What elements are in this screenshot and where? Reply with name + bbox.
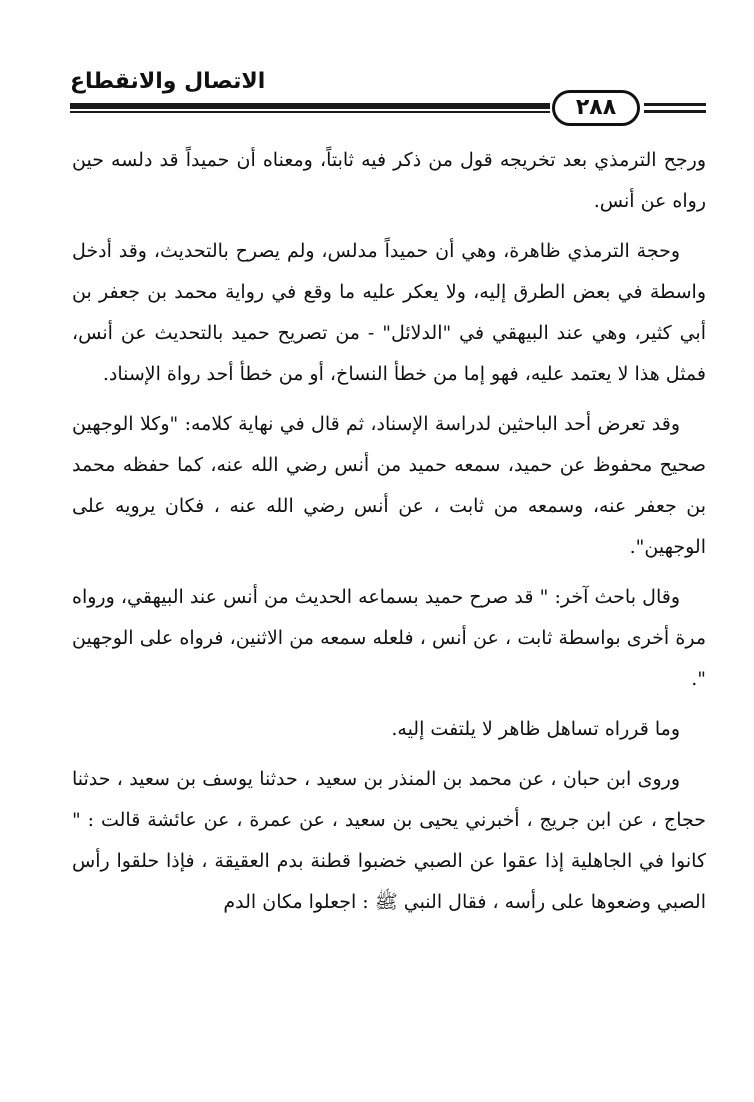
page-header <box>70 60 706 130</box>
paragraph-6: وروى ابن حبان ، عن محمد بن المنذر بن سعيد ، حدثنا يوسف بن سعيد ، حدثنا حجاج ، عن ابن جريج ، أخبرني يحيى بن سعيد ، عن عمرة ، عن عائشة قالت : " كانوا في الجاهلية إذا عقوا عن الصبي خضبوا قطنة بدم العقيقة ، فإذا حلقوا رأس الصبي وضعوها على رأسه ، فقال النبي ﷺ : اجعلوا مكان الدم <box>72 768 706 913</box>
page-number-badge <box>552 90 640 126</box>
paragraph-2: وحجة الترمذي ظاهرة، وهي أن حميداً مدلس، ولم يصرح بالتحديث، وقد أدخل واسطة في بعض الطرق إليه، ولا يعكر عليه ما وقع في رواية محمد بن جعفر بن أبي كثير، وهي عند البيهقي في "الدلائل" - من تصريح حميد بالتحديث عن أنس، فمثل هذا لا يعتمد عليه، فهو إما من خطأ النساخ، أو من خطأ أحد رواة الإسناد. <box>72 240 706 385</box>
body-text <box>72 140 706 932</box>
paragraph-4: وقال باحث آخر: " قد صرح حميد بسماعه الحديث من أنس عند البيهقي، ورواه مرة أخرى بواسطة ثابت ، عن أنس ، فلعله سمعه من الاثنين، فرواه على الوجهين ". <box>72 586 706 690</box>
page-number: ٢٨٨ <box>575 95 617 120</box>
paragraph-1: ورجح الترمذي بعد تخريجه قول من ذكر فيه ثابتاً، ومعناه أن حميداً قد دلسه حين رواه عن أنس. <box>72 149 706 212</box>
paragraph-3: وقد تعرض أحد الباحثين لدراسة الإسناد، ثم قال في نهاية كلامه: "وكلا الوجهين صحيح محفوظ عن حميد، سمعه حميد من أنس رضي الله عنه، كما حفظه محمد بن جعفر عنه، وسمعه من ثابت ، عن أنس رضي الله عنه ، فكان يرويه على الوجهين". <box>72 413 706 558</box>
running-title: الاتصال والانقطاع <box>70 69 266 94</box>
header-rule-thin <box>70 111 550 113</box>
header-rule-right-bottom <box>644 110 706 113</box>
paragraph-5: وما قرراه تساهل ظاهر لا يلتفت إليه. <box>391 718 680 740</box>
header-rule-right-top <box>644 103 706 106</box>
header-rule-thick <box>70 103 550 109</box>
